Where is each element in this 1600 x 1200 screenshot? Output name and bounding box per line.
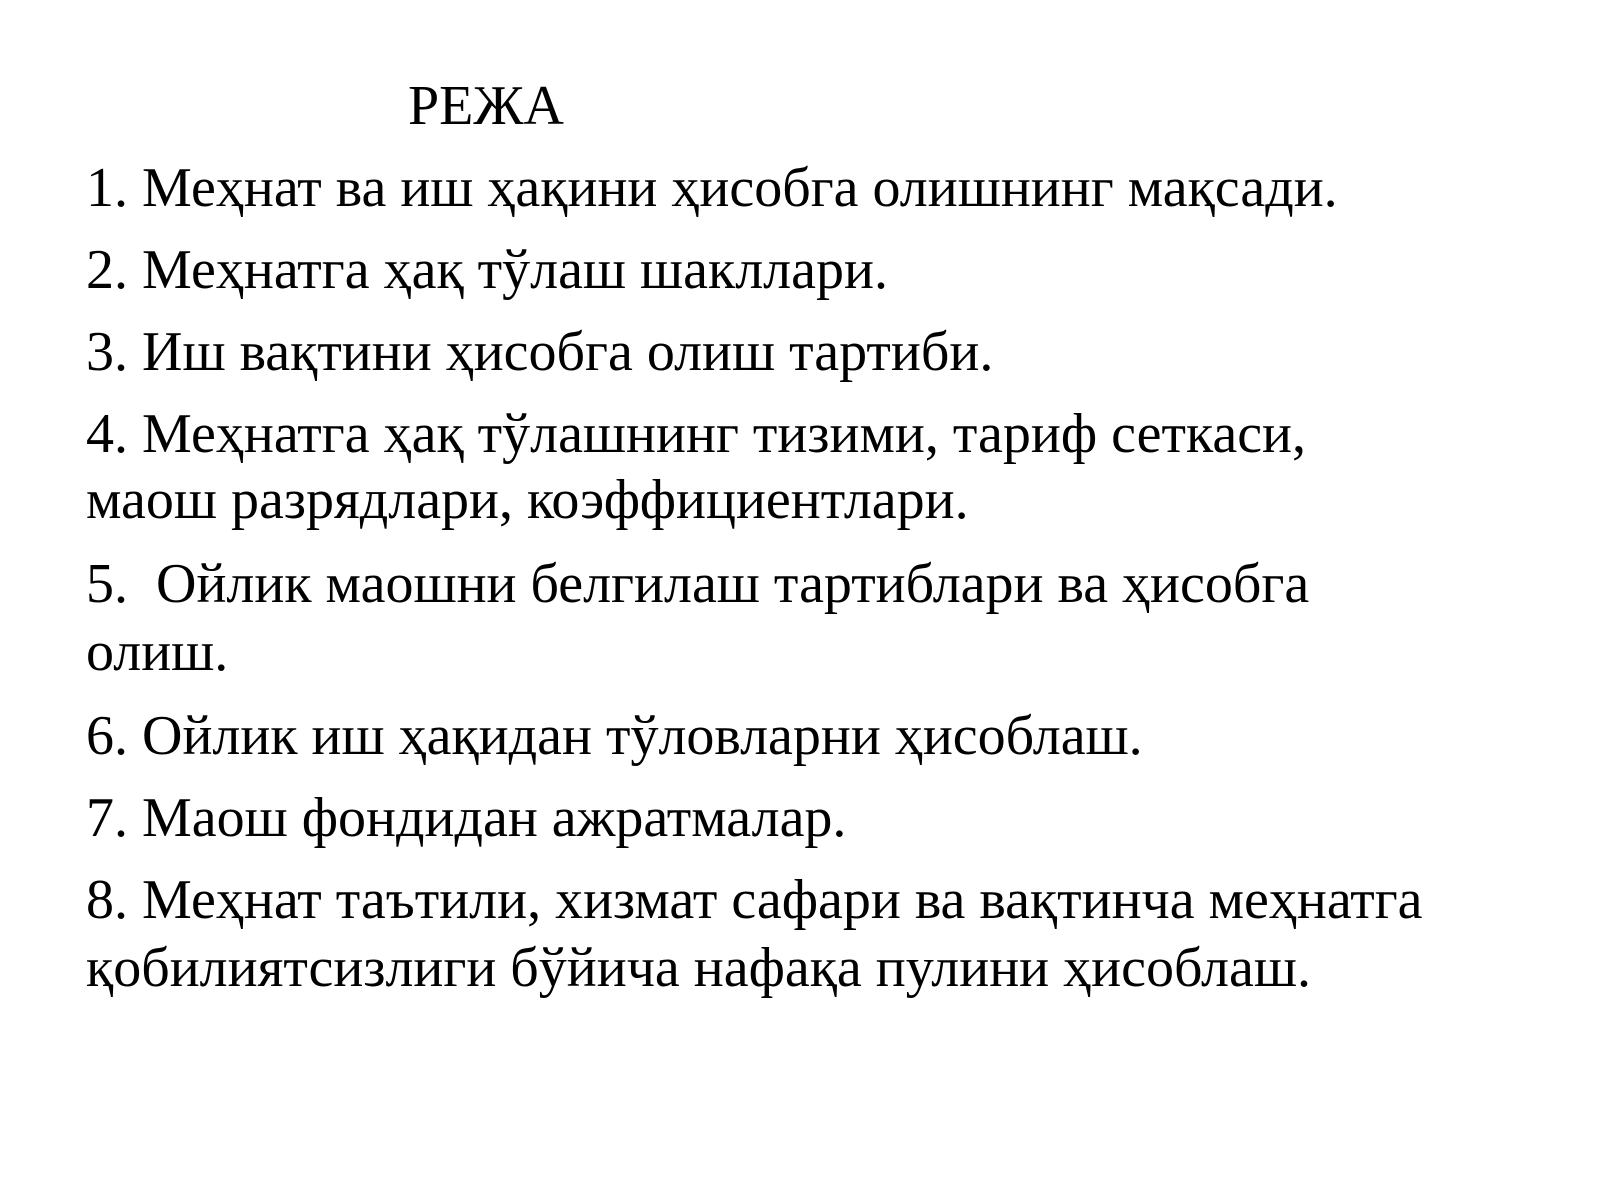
plan-item-6: 6. Ойлик иш ҳақидан тўловларни ҳисоблаш. xyxy=(86,705,1143,767)
plan-item-7: 7. Маош фондидан ажратмалар. xyxy=(86,787,847,849)
plan-item-5-continued: олиш. xyxy=(86,621,229,683)
plan-item-1: 1. Меҳнат ва иш ҳақини ҳисобга олишнинг мақсади. xyxy=(86,157,1338,219)
plan-item-8: 8. Меҳнат таътили, хизмат сафари ва вақтинча меҳнатга xyxy=(86,869,1423,931)
plan-item-8-continued: қобилиятсизлиги бўйича нафақа пулини ҳисоблаш. xyxy=(86,937,1311,999)
plan-item-5: 5. Ойлик маошни белгилаш тартиблари ва ҳисобга xyxy=(86,553,1310,615)
plan-item-4-continued: маош разрядлари, коэффициентлари. xyxy=(86,469,969,531)
plan-item-2: 2. Меҳнатга ҳақ тўлаш шакллари. xyxy=(86,239,888,301)
plan-item-3: 3. Иш вақтини ҳисобга олиш тартиби. xyxy=(86,321,994,383)
slide-title: РЕЖА xyxy=(408,75,564,137)
plan-item-4: 4. Меҳнатга ҳақ тўлашнинг тизими, тариф сеткаси, xyxy=(86,403,1307,465)
